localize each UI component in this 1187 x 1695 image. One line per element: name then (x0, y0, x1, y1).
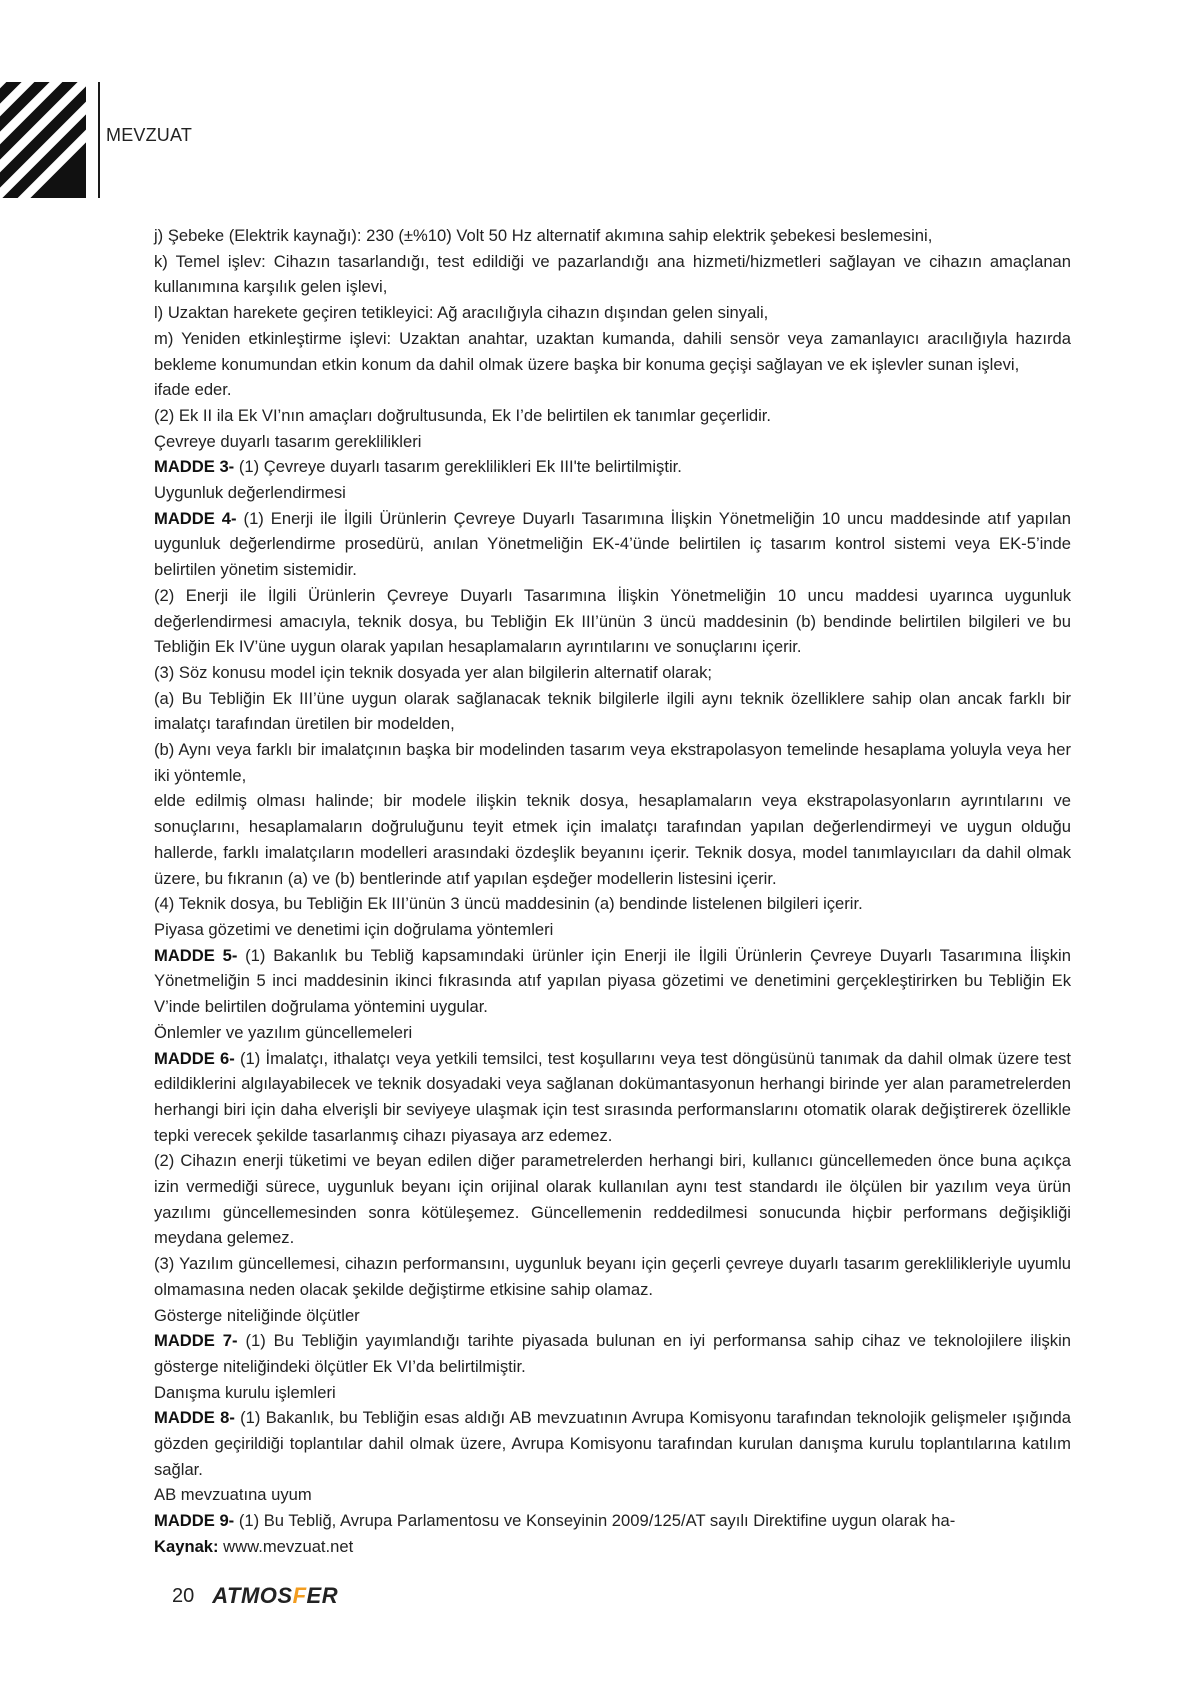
paragraph-text: (2) Cihazın enerji tüketimi ve beyan edilen diğer parametrelerden herhangi biri, kullanıcı güncellemeden önce buna açıkça izin vermediği sürece, uygunluk beyanı için orijinal olarak kullanılan aynı test standardı ile ölçülen bir yazılım veya ürün yazılımı güncellemesinden sonra kötüleşemez. Güncellemenin reddedilmesi sonucunda hiçbir performans değişikliği meydana gelemez. (154, 1151, 1071, 1248)
brand-text-accent: F (292, 1583, 307, 1608)
paragraph-text: (1) Bakanlık bu Tebliğ kapsamındaki ürünler için Enerji ile İlgili Ürünlerin Çevreye Duyarlı Tasarımına İlişkin Yönetmeliğin 5 inci maddesinin ikinci fıkrasında atıf yapılan piyasa gözetimi ve denetimini gerçekleştirirken bu Tebliğin Ek V’inde belirtilen doğrulama yöntemini uygular. (154, 945, 1071, 1017)
brand-text-left: ATMOS (212, 1583, 293, 1608)
diagonal-stripes-logo-icon (0, 82, 86, 198)
paragraph-text: elde edilmiş olması halinde; bir modele ilişkin teknik dosya, hesaplamaların veya ekstrapolasyonların ayrıntılarını ve sonuçlarını, hesaplamaların doğruluğunu teyit etmek için imalatçı tarafından yapılan değerlendirmeyi ve uygun olduğu hallerde, farklı imalatçıların modelleri arasındaki özdeşlik beyanını içerir. Teknik dosya, model tanımlayıcıları da dahil olmak üzere, bu fıkranın (a) ve (b) bentlerinde atıf yapılan eşdeğer modellerin listesini içerir. (154, 791, 1071, 888)
paragraph-text: m) Yeniden etkinleştirme işlevi: Uzaktan anahtar, uzaktan kumanda, dahili sensör veya zamanlayıcı aracılığıyla hazırda bekleme konumundan etkin konum da dahil olmak üzere başka bir konuma geçişi sağlayan ve ek işlevler sunan işlevi, (154, 328, 1071, 374)
paragraph (154, 686, 1071, 737)
paragraph-text: (1) Çevreye duyarlı tasarım gereklilikleri Ek III'te belirtilmiştir. (234, 457, 682, 477)
paragraph (154, 300, 1071, 326)
paragraph (154, 1251, 1071, 1302)
paragraph (154, 429, 1071, 455)
source-line (154, 1534, 1071, 1560)
paragraph-text: (1) Bu Tebliğin yayımlandığı tarihte piyasada bulunan en iyi performansa sahip cihaz ve teknolojilere ilişkin gösterge niteliğindeki ölçütler Ek VI’da belirtilmiştir. (154, 1331, 1071, 1376)
paragraph (154, 1482, 1071, 1508)
paragraph-text: k) Temel işlev: Cihazın tasarlandığı, test edildiği ve pazarlandığı ana hizmeti/hizmetleri sağlayan ve cihazın amaçlanan kullanımına karşılık gelen işlevi, (154, 251, 1071, 297)
article-paragraph (154, 1046, 1071, 1149)
article-paragraph (154, 1508, 1071, 1534)
paragraph (154, 1380, 1071, 1406)
page-footer (172, 1581, 338, 1611)
paragraph (154, 1020, 1071, 1046)
paragraph (154, 377, 1071, 403)
paragraph-text: (3) Yazılım güncellemesi, cihazın performansını, uygunluk beyanı için geçerli çevreye duyarlı tasarım gereklilikleriyle uyumlu olmamasına neden olacak şekilde değiştirme etkisine sahip olamaz. (154, 1254, 1071, 1299)
article-paragraph (154, 1405, 1071, 1482)
paragraph (154, 583, 1071, 660)
paragraph-text: (2) Ek II ila Ek VI’nın amaçları doğrultusunda, Ek I’de belirtilen ek tanımlar geçerlidir. (154, 405, 772, 425)
article-paragraph (154, 506, 1071, 583)
article-number: MADDE 4- (154, 508, 237, 528)
header-divider (98, 82, 100, 198)
paragraph-text: (a) Bu Tebliğin Ek III’üne uygun olarak sağlanacak teknik bilgilerle ilgili aynı teknik özelliklere sahip olan ancak farklı bir imalatçı tarafından üretilen bir modelden, (154, 688, 1071, 734)
paragraph-text: (1) İmalatçı, ithalatçı veya yetkili temsilci, test koşullarını veya test döngüsünü tanımak da dahil olmak üzere test edildiklerini algılayabilecek ve teknik dosyadaki veya sağlanan dokümantasyonun herhangi birinde yer alan parametrelerden herhangi biri için daha elverişli bir seviyeye ulaşmak için test sırasında performanslarını otomatik olarak değiştirerek özellikle tepki verecek şekilde tasarlanmış cihazı piyasaya arz edemez. (154, 1048, 1071, 1145)
article-paragraph (154, 454, 1071, 480)
paragraph (154, 1303, 1071, 1329)
paragraph-text: (1) Bu Tebliğ, Avrupa Parlamentosu ve Konseyinin 2009/125/AT sayılı Direktifine uygun olarak ha- (234, 1511, 956, 1531)
article-number: MADDE 3- (154, 457, 235, 477)
article-paragraph (154, 1328, 1071, 1379)
article-paragraph (154, 943, 1071, 1020)
paragraph (154, 917, 1071, 943)
paragraph (154, 737, 1071, 788)
article-number: MADDE 6- (154, 1048, 235, 1068)
paragraph-text: l) Uzaktan harekete geçiren tetikleyici: Ağ aracılığıyla cihazın dışından gelen sinyali, (154, 303, 769, 323)
article-number: MADDE 8- (154, 1408, 235, 1428)
paragraph-text: (b) Aynı veya farklı bir imalatçının başka bir modelinden tasarım veya ekstrapolasyon temelinde hesaplama yoluyla veya her iki yöntemle, (154, 740, 1071, 785)
paragraph-text: (2) Enerji ile İlgili Ürünlerin Çevreye Duyarlı Tasarımına İlişkin Yönetmeliğin 10 uncu maddesi uyarınca uygunluk değerlendirmesi amacıyla, teknik dosya, bu Tebliğin Ek III’ünün 3 üncü maddesinin (b) bendinde belirtilen bilgileri ve bu Tebliğin Ek IV’üne uygun olarak yapılan hesaplamaların ayrıntılarını ve sonuçlarını içerir. (154, 585, 1071, 657)
brand-text-right: ER (306, 1583, 339, 1608)
article-number: MADDE 5- (154, 945, 238, 965)
paragraph (154, 326, 1071, 377)
paragraph-text: j) Şebeke (Elektrik kaynağı): 230 (±%10) Volt 50 Hz alternatif akımına sahip elektrik şebekesi beslemesini, (154, 226, 933, 245)
paragraph (154, 1148, 1071, 1251)
paragraph-text: AB mevzuatına uyum (154, 1485, 312, 1505)
paragraph (154, 788, 1071, 891)
paragraph-text: Gösterge niteliğinde ölçütler (154, 1305, 360, 1325)
paragraph-text: (1) Bakanlık, bu Tebliğin esas aldığı AB mevzuatının Avrupa Komisyonu tarafından teknolojik gelişmeler ışığında gözden geçirildiği toplantılar dahil olmak üzere, Avrupa Komisyonu tarafından kurulan danışma kurulu toplantılarına katılım sağlar. (154, 1408, 1071, 1479)
paragraph-text: Piyasa gözetimi ve denetimi için doğrulama yöntemleri (154, 919, 554, 939)
paragraph-text: (1) Enerji ile İlgili Ürünlerin Çevreye Duyarlı Tasarımına İlişkin Yönetmeliğin 10 uncu maddesinde atıf yapılan uygunluk değerlendirme prosedürü, anılan Yönetmeliğin EK-4’ünde belirtilen iç tasarım kontrol sistemi veya EK-5’inde belirtilen yönetim sistemidir. (154, 508, 1071, 580)
paragraph-text: Çevreye duyarlı tasarım gereklilikleri (154, 431, 422, 451)
page-number: 20 (172, 1584, 195, 1607)
source-label: Kaynak: (154, 1536, 219, 1556)
paragraph (154, 480, 1071, 506)
paragraph-text: Danışma kurulu işlemleri (154, 1382, 336, 1402)
paragraph-text: ifade eder. (154, 380, 232, 400)
paragraph (154, 660, 1071, 686)
section-title: MEVZUAT (106, 125, 193, 145)
paragraph-text: (3) Söz konusu model için teknik dosyada yer alan bilgilerin alternatif olarak; (154, 662, 713, 682)
paragraph (154, 249, 1071, 300)
article-number: MADDE 7- (154, 1331, 238, 1351)
paragraph-text: Önlemler ve yazılım güncellemeleri (154, 1022, 413, 1042)
atmosfer-logo (212, 1583, 338, 1609)
paragraph (154, 223, 1071, 249)
article-body (154, 223, 1071, 1560)
paragraph-text: (4) Teknik dosya, bu Tebliğin Ek III’ünün 3 üncü maddesinin (a) bendinde listelenen bilgileri içerir. (154, 894, 863, 914)
paragraph (154, 403, 1071, 429)
source-link[interactable]: www.mevzuat.net (218, 1536, 354, 1556)
paragraph-text: Uygunluk değerlendirmesi (154, 483, 346, 503)
paragraph (154, 891, 1071, 917)
article-number: MADDE 9- (154, 1511, 235, 1531)
